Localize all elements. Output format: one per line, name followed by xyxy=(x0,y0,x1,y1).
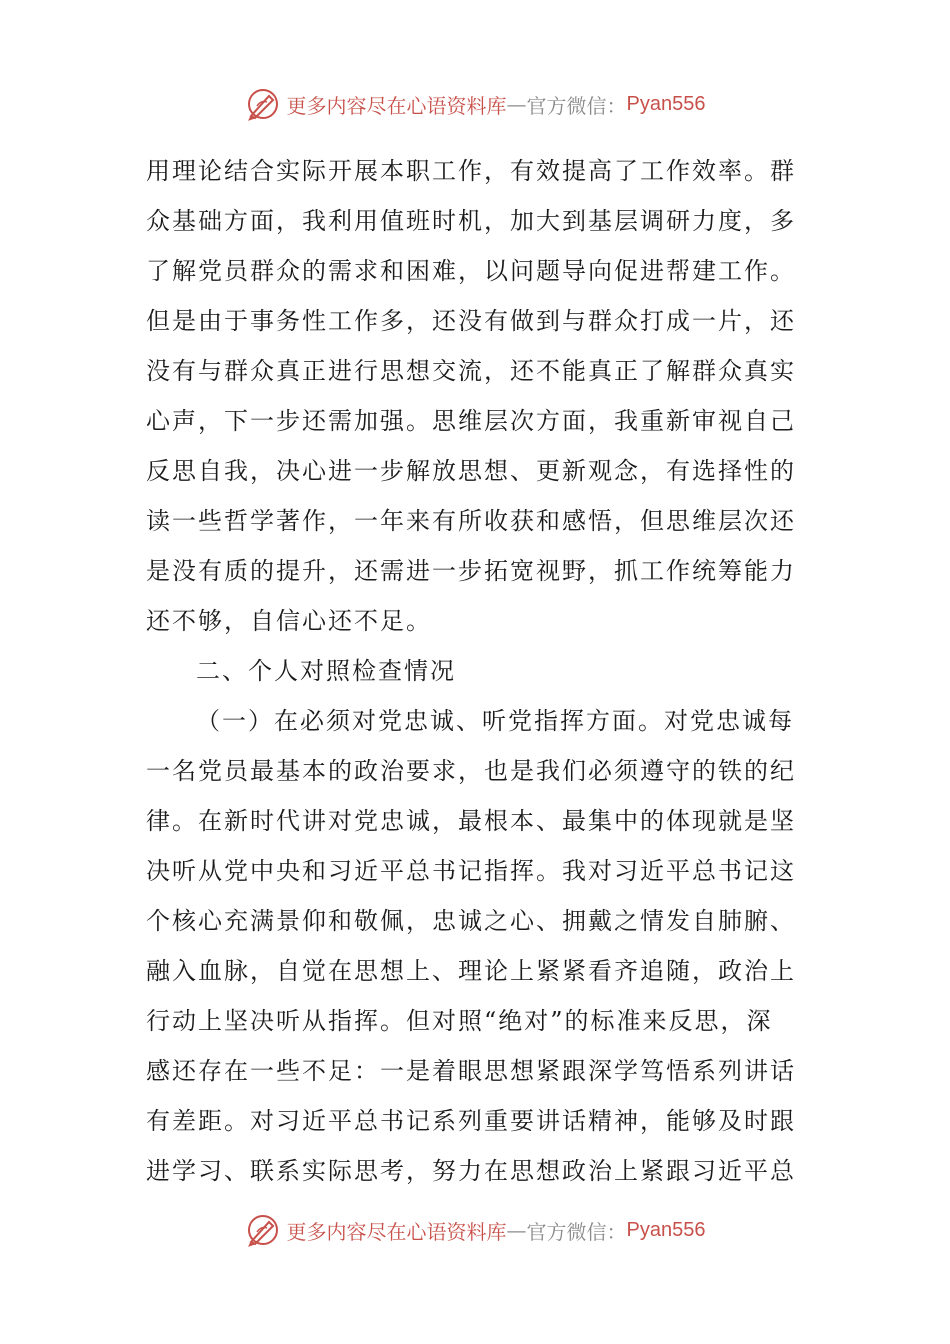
watermark-brand: 更多内容尽在心语资料库 xyxy=(286,1219,507,1244)
header-watermark xyxy=(0,84,950,124)
text-line: 还不够，自信心还不足。 xyxy=(146,607,432,635)
text-line: 有差距。对习近平总书记系列重要讲话精神，能够及时跟 xyxy=(146,1107,796,1135)
watermark-separator: — xyxy=(506,1218,527,1242)
watermark-contact-id: Pyan556 xyxy=(626,92,706,115)
text-line: 一名党员最基本的政治要求，也是我们必须遵守的铁的纪 xyxy=(146,757,796,785)
text-line: 融入血脉，自觉在思想上、理论上紧紧看齐追随，政治上 xyxy=(146,957,796,985)
footer-watermark xyxy=(0,1210,950,1250)
text-line: 律。在新时代讲对党忠诚，最根本、最集中的体现就是坚 xyxy=(146,807,796,835)
text-line: 读一些哲学著作，一年来有所收获和感悟，但思维层次还 xyxy=(146,507,796,535)
watermark-contact-id: Pyan556 xyxy=(626,1218,706,1241)
text-line: 个核心充满景仰和敬佩，忠诚之心、拥戴之情发自肺腑、 xyxy=(146,907,796,935)
text-line: 是没有质的提升，还需进一步拓宽视野，抓工作统筹能力 xyxy=(146,557,796,585)
text-line: 用理论结合实际开展本职工作，有效提高了工作效率。群 xyxy=(146,157,796,185)
watermark-contact-label: 官方微信： xyxy=(526,1219,627,1244)
watermark-brand: 更多内容尽在心语资料库 xyxy=(286,93,507,118)
text-line: 进学习、联系实际思考，努力在思想政治上紧跟习近平总 xyxy=(146,1157,796,1185)
section-heading: 二、个人对照检查情况 xyxy=(196,657,456,685)
text-line: 行动上坚决听从指挥。但对照“绝对”的标准来反思，深 xyxy=(146,1007,773,1035)
document-body xyxy=(146,146,806,1196)
text-line: 但是由于事务性工作多，还没有做到与群众打成一片，还 xyxy=(146,307,796,335)
pen-logo-icon xyxy=(245,1212,281,1248)
pen-logo-icon xyxy=(245,86,281,122)
text-line: 心声，下一步还需加强。思维层次方面，我重新审视自己 xyxy=(146,407,796,435)
text-line: 众基础方面，我利用值班时机，加大到基层调研力度，多 xyxy=(146,207,796,235)
text-line: 感还存在一些不足：一是着眼思想紧跟深学笃悟系列讲话 xyxy=(146,1057,796,1085)
text-line: 了解党员群众的需求和困难，以问题导向促进帮建工作。 xyxy=(146,257,796,285)
watermark-contact-label: 官方微信： xyxy=(526,93,627,118)
watermark-separator: — xyxy=(506,92,527,116)
text-line: 没有与群众真正进行思想交流，还不能真正了解群众真实 xyxy=(146,357,796,385)
subsection-heading-line: （一）在必须对党忠诚、听党指挥方面。对党忠诚每 xyxy=(196,707,794,735)
text-line: 反思自我，决心进一步解放思想、更新观念，有选择性的 xyxy=(146,457,796,485)
text-line: 决听从党中央和习近平总书记指挥。我对习近平总书记这 xyxy=(146,857,796,885)
